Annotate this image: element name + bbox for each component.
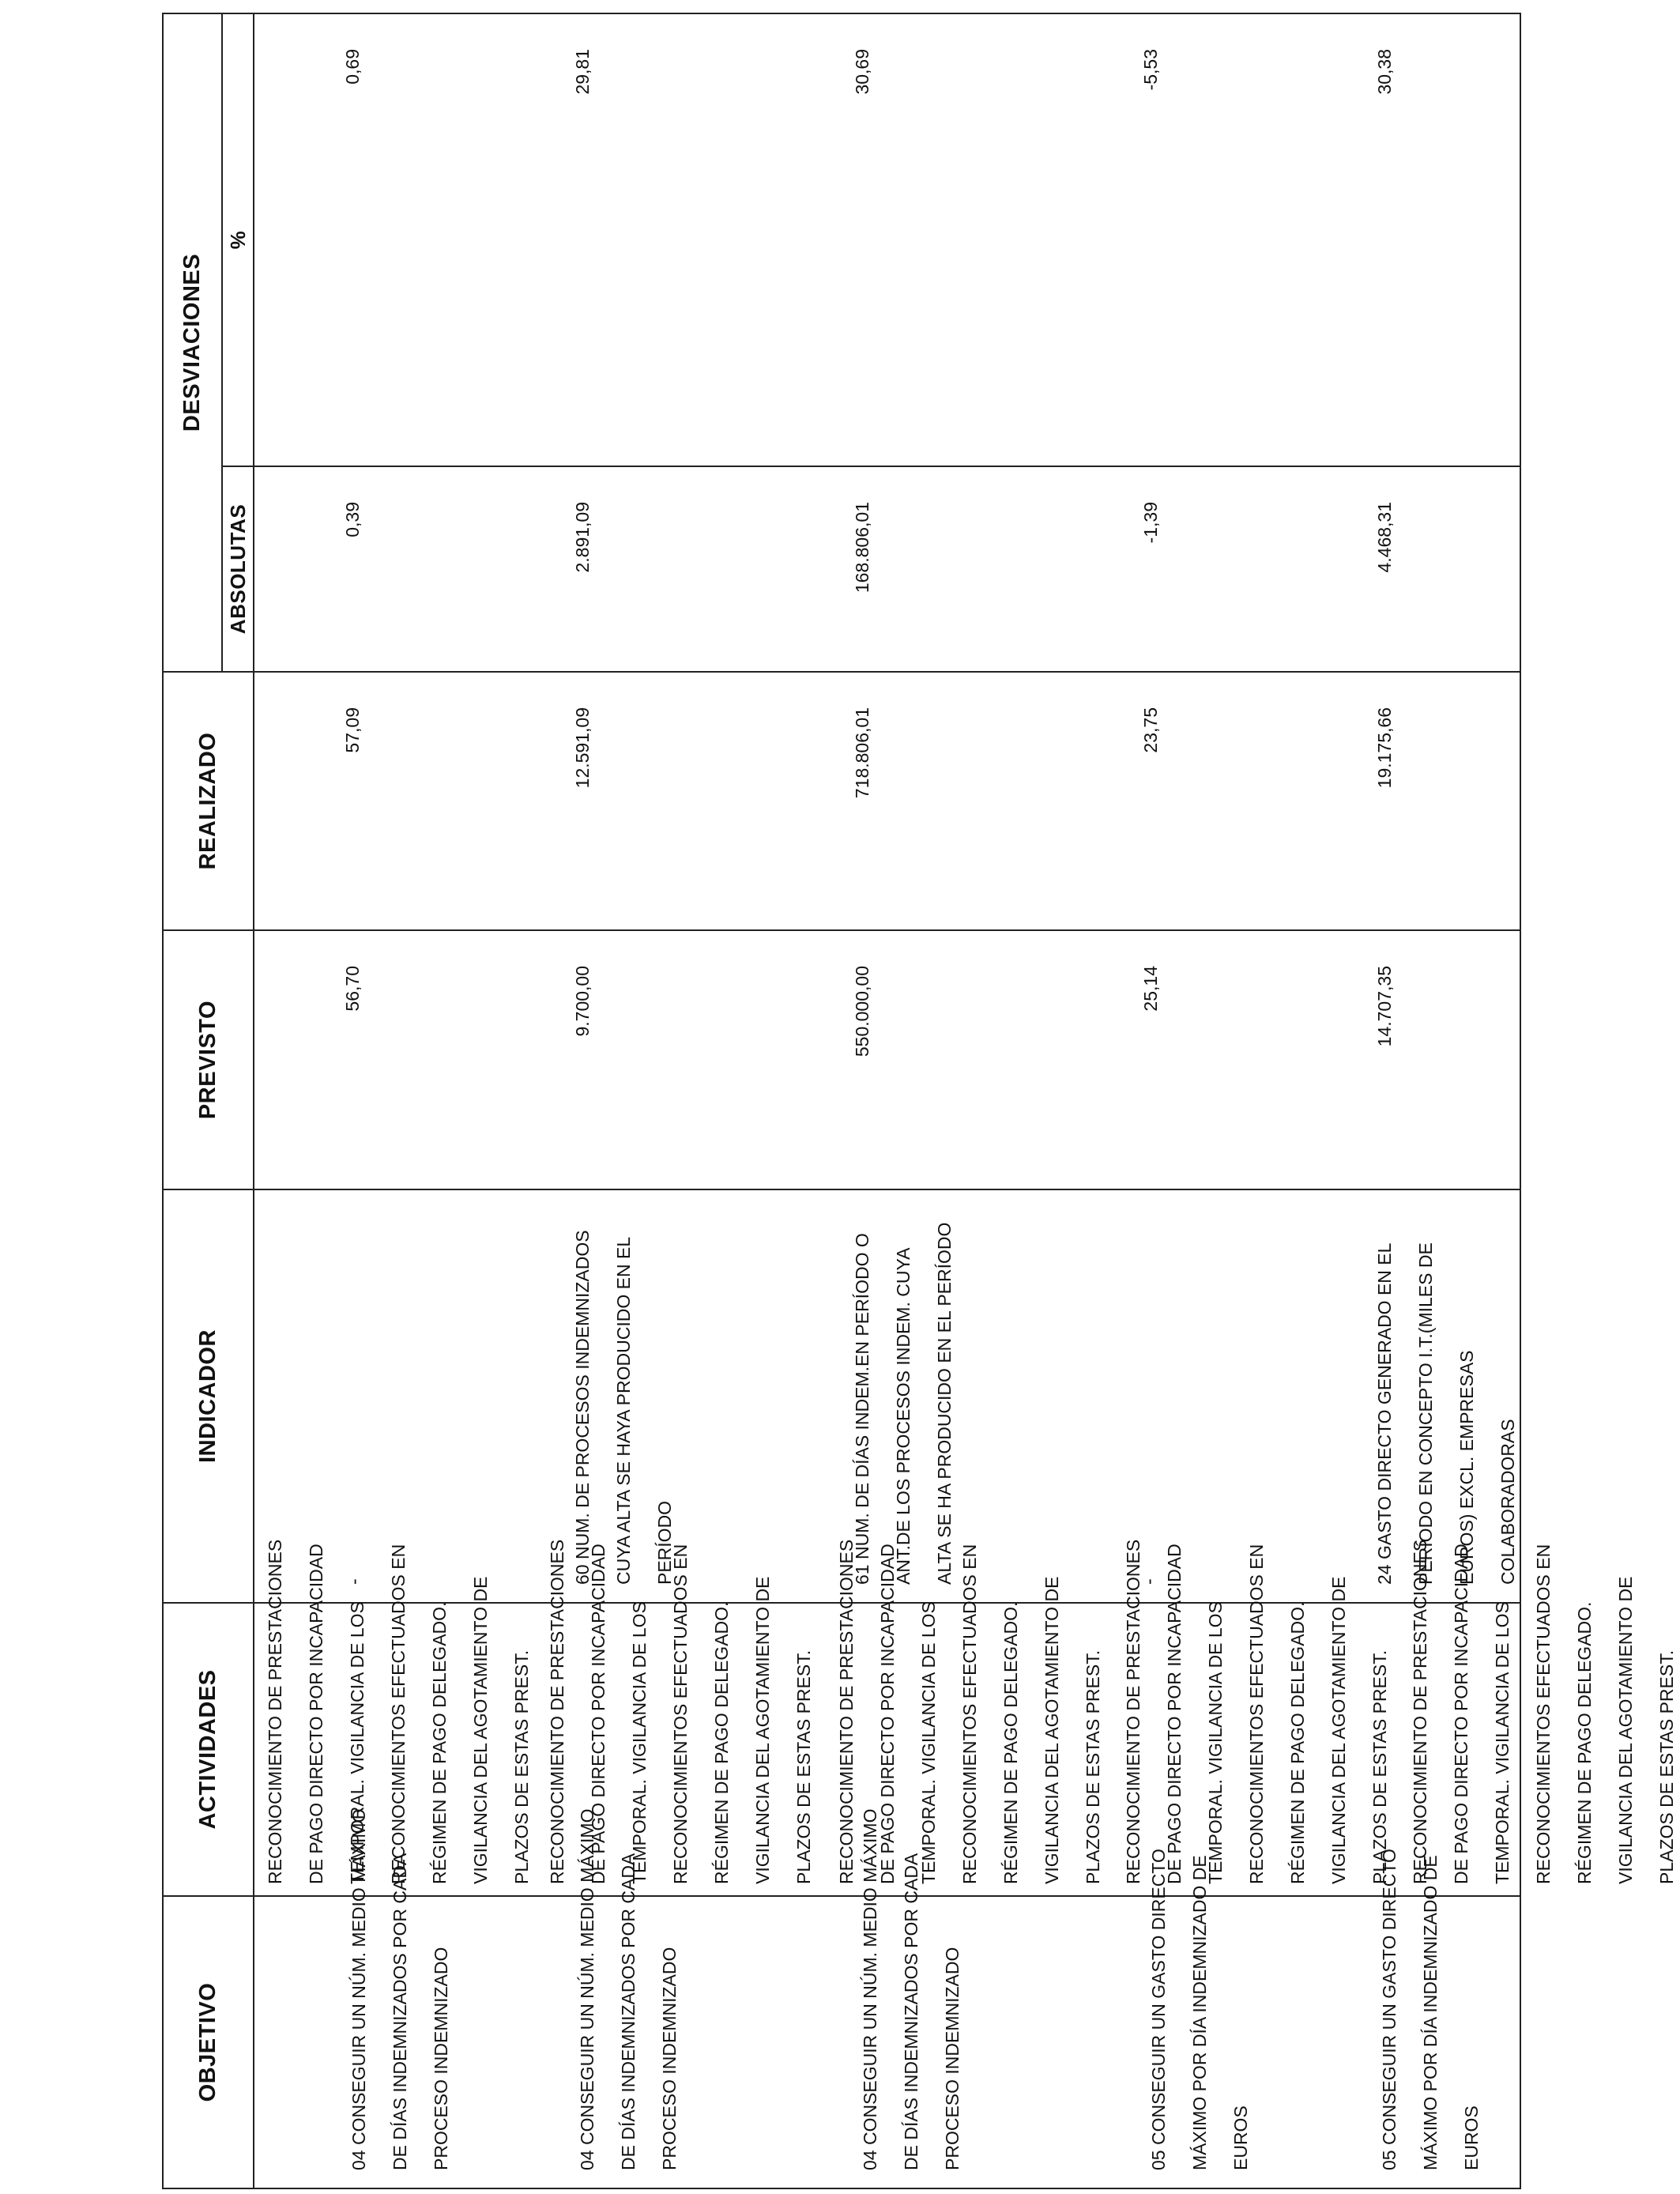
cell-line: RECONOCIMIENTOS EFECTUADOS EN <box>959 1544 980 1884</box>
porcentaje-cell <box>766 14 1054 466</box>
cell-value: 0,69 <box>342 48 363 85</box>
absolutas-cell <box>483 467 766 671</box>
cell-line: ANT.DE LOS PROCESOS INDEM. CUYA <box>893 1247 913 1585</box>
objetivo-cell <box>254 1808 483 2188</box>
previsto-cell <box>1054 931 1286 1189</box>
cell-line: RÉGIMEN DE PAGO DELEGADO. <box>429 1601 450 1884</box>
cell-line: PLAZOS DE ESTAS PREST. <box>1656 1649 1677 1884</box>
header-desviaciones: DESVIACIONES <box>163 13 222 672</box>
cell-line: PLAZOS DE ESTAS PREST. <box>1369 1649 1390 1884</box>
cell-line: DE PAGO DIRECTO POR INCAPACIDAD <box>1451 1544 1471 1884</box>
cell-line: RECONOCIMIENTO DE PRESTACIONES <box>836 1539 857 1884</box>
realizado-cell <box>483 673 766 929</box>
previsto-cell <box>254 931 483 1189</box>
cell-line: DE DÍAS INDEMNIZADOS POR CADA <box>390 1853 410 2170</box>
cell-value: 9.700,00 <box>572 966 593 1037</box>
cell-line: MÁXIMO POR DÍA INDEMNIZADO DE <box>1420 1855 1441 2170</box>
cell-line: 04 CONSEGUIR UN NÚM. MEDIO MÁXIMO <box>348 1808 369 2170</box>
actividades-cell <box>826 1539 1113 1895</box>
cell-value: 12.591,09 <box>572 707 593 789</box>
porcentaje-cell <box>254 14 483 466</box>
cell-line: RECONOCIMIENTOS EFECTUADOS EN <box>388 1544 409 1884</box>
objetivo-cell <box>766 1808 1054 2188</box>
cell-line: PROCESO INDEMNIZADO <box>659 1947 680 2170</box>
cell-line: TEMPORAL. VIGILANCIA DE LOS <box>1492 1601 1512 1884</box>
cell-value: 19.175,66 <box>1374 707 1395 789</box>
realizado-column <box>254 672 1520 930</box>
porcentaje-cell <box>483 14 766 466</box>
actividades-cell <box>1399 1539 1680 1895</box>
cell-line: VIGILANCIA DEL AGOTAMIENTO DE <box>752 1576 773 1884</box>
cell-line: 61 NUM. DE DÍAS INDEM.EN PERÍODO O <box>852 1233 872 1585</box>
cell-line: PLAZOS DE ESTAS PREST. <box>793 1649 814 1884</box>
cell-line: EUROS <box>1461 2105 1482 2170</box>
cell-line: VIGILANCIA DEL AGOTAMIENTO DE <box>1328 1576 1349 1884</box>
cell-line: PLAZOS DE ESTAS PREST. <box>511 1649 532 1884</box>
cell-value: 30,38 <box>1374 48 1395 95</box>
previsto-cell <box>1286 931 1520 1189</box>
realizado-cell <box>254 673 483 929</box>
cell-line: RÉGIMEN DE PAGO DELEGADO. <box>1000 1601 1021 1884</box>
cell-value: 4.468,31 <box>1374 502 1395 573</box>
cell-line: RECONOCIMIENTOS EFECTUADOS EN <box>1246 1544 1267 1884</box>
indicador-cell <box>1286 1190 1520 1602</box>
cell-line: PERÍODO EN CONCEPTO I.T.(MILES DE <box>1415 1242 1436 1585</box>
previsto-column <box>254 930 1520 1189</box>
indicador-cell <box>1054 1190 1286 1602</box>
indicador-cell <box>254 1190 483 1602</box>
cell-line: 04 CONSEGUIR UN NÚM. MEDIO MÁXIMO <box>860 1808 880 2170</box>
cell-line: COLABORADORAS <box>1497 1419 1518 1585</box>
cell-line: 24 GASTO DIRECTO GENERADO EN EL <box>1374 1242 1395 1585</box>
cell-line: TEMPORAL. VIGILANCIA DE LOS <box>629 1601 650 1884</box>
absolutas-column <box>254 466 1520 672</box>
cell-value: 57,09 <box>342 707 363 753</box>
cell-line: VIGILANCIA DEL AGOTAMIENTO DE <box>1042 1576 1062 1884</box>
cell-line: TEMPORAL. VIGILANCIA DE LOS <box>347 1601 367 1884</box>
porcentaje-column <box>254 13 1520 466</box>
cell-value: 0,39 <box>342 502 363 537</box>
cell-line: VIGILANCIA DEL AGOTAMIENTO DE <box>1615 1576 1636 1884</box>
header-actividades: ACTIVIDADES <box>163 1603 254 1896</box>
header-previsto: PREVISTO <box>163 930 254 1189</box>
header-porcentaje: % <box>222 13 254 466</box>
cell-line: DE PAGO DIRECTO POR INCAPACIDAD <box>877 1544 898 1884</box>
cell-line: TEMPORAL. VIGILANCIA DE LOS <box>918 1601 939 1884</box>
realizado-cell <box>1286 673 1520 929</box>
indicador-cell <box>483 1190 766 1602</box>
cell-line: CUYA ALTA SE HAYA PRODUCIDO EN EL <box>613 1236 634 1585</box>
header-absolutas: ABSOLUTAS <box>222 466 254 672</box>
cell-value: 25,14 <box>1140 966 1161 1012</box>
cell-value: 29,81 <box>572 48 593 95</box>
cell-line: RECONOCIMIENTOS EFECTUADOS EN <box>670 1544 691 1884</box>
porcentaje-cell <box>1054 14 1286 466</box>
cell-value: -5,53 <box>1140 48 1161 91</box>
objectives-table <box>162 13 1677 2189</box>
cell-line: RECONOCIMIENTO DE PRESTACIONES <box>265 1539 285 1884</box>
cell-line: PLAZOS DE ESTAS PREST. <box>1083 1649 1103 1884</box>
actividades-cell <box>1113 1539 1400 1895</box>
absolutas-cell <box>1054 467 1286 671</box>
indicador-column <box>254 1189 1520 1603</box>
cell-line: DE DÍAS INDEMNIZADOS POR CADA <box>901 1853 921 2170</box>
cell-line: 04 CONSEGUIR UN NÚM. MEDIO MÁXIMO <box>577 1808 597 2170</box>
objetivo-cell <box>1286 1849 1520 2188</box>
cell-value: 168.806,01 <box>852 502 872 594</box>
table-body-row <box>254 13 1520 2188</box>
cell-line: 05 CONSEGUIR UN GASTO DIRECTO <box>1379 1849 1399 2170</box>
cell-value: 718.806,01 <box>852 707 872 799</box>
absolutas-cell <box>254 467 483 671</box>
cell-value: -1,39 <box>1140 502 1161 544</box>
absolutas-cell <box>1286 467 1520 671</box>
previsto-cell <box>483 931 766 1189</box>
cell-line: TEMPORAL. VIGILANCIA DE LOS <box>1205 1601 1226 1884</box>
cell-line: EUROS) EXCL. EMPRESAS <box>1456 1350 1477 1585</box>
porcentaje-cell <box>1286 14 1520 466</box>
objetivo-column <box>254 1808 1520 2188</box>
cell-line: RÉGIMEN DE PAGO DELEGADO. <box>1574 1601 1595 1884</box>
cell-value: 2.891,09 <box>572 502 593 573</box>
cell-line: VIGILANCIA DEL AGOTAMIENTO DE <box>470 1576 491 1884</box>
cell-line: ALTA SE HA PRODUCIDO EN EL PERÍODO <box>934 1222 955 1585</box>
cell-line: - <box>344 1578 364 1585</box>
cell-line: 05 CONSEGUIR UN GASTO DIRECTO <box>1148 1849 1169 2170</box>
cell-value: 30,69 <box>852 48 872 95</box>
rotated-table-page <box>162 14 1677 2189</box>
cell-line: RECONOCIMIENTO DE PRESTACIONES <box>1410 1539 1430 1884</box>
cell-line: PROCESO INDEMNIZADO <box>942 1947 962 2170</box>
cell-value: 56,70 <box>342 966 363 1012</box>
cell-line: DE PAGO DIRECTO POR INCAPACIDAD <box>1164 1544 1185 1884</box>
cell-line: RECONOCIMIENTO DE PRESTACIONES <box>547 1539 567 1884</box>
actividades-cell <box>254 1539 542 1895</box>
objetivo-cell <box>1054 1849 1286 2188</box>
cell-value: 23,75 <box>1140 707 1161 753</box>
cell-line: PERÍODO <box>654 1500 675 1585</box>
cell-value: 550.000,00 <box>852 966 872 1057</box>
header-objetivo: OBJETIVO <box>163 1896 254 2188</box>
cell-line: DE PAGO DIRECTO POR INCAPACIDAD <box>588 1544 608 1884</box>
cell-line: EUROS <box>1230 2105 1251 2170</box>
cell-line: DE DÍAS INDEMNIZADOS POR CADA <box>618 1853 638 2170</box>
cell-line: - <box>1139 1578 1159 1585</box>
header-indicador: INDICADOR <box>163 1189 254 1603</box>
cell-line: MÁXIMO POR DÍA INDEMNIZADO DE <box>1189 1855 1210 2170</box>
cell-line: RÉGIMEN DE PAGO DELEGADO. <box>711 1601 732 1884</box>
absolutas-cell <box>766 467 1054 671</box>
cell-line: 60 NUM. DE PROCESOS INDEMNIZADOS <box>572 1230 593 1585</box>
cell-line: RÉGIMEN DE PAGO DELEGADO. <box>1287 1601 1308 1884</box>
realizado-cell <box>766 673 1054 929</box>
cell-line: RECONOCIMIENTO DE PRESTACIONES <box>1123 1539 1143 1884</box>
previsto-cell <box>766 931 1054 1189</box>
header-realizado: REALIZADO <box>163 672 254 930</box>
realizado-cell <box>1054 673 1286 929</box>
cell-value: 14.707,35 <box>1374 966 1395 1047</box>
cell-line: RECONOCIMIENTOS EFECTUADOS EN <box>1533 1544 1554 1884</box>
indicador-cell <box>766 1190 1054 1602</box>
cell-line: PROCESO INDEMNIZADO <box>431 1947 451 2170</box>
objetivo-cell <box>483 1808 766 2188</box>
cell-line: DE PAGO DIRECTO POR INCAPACIDAD <box>306 1544 326 1884</box>
